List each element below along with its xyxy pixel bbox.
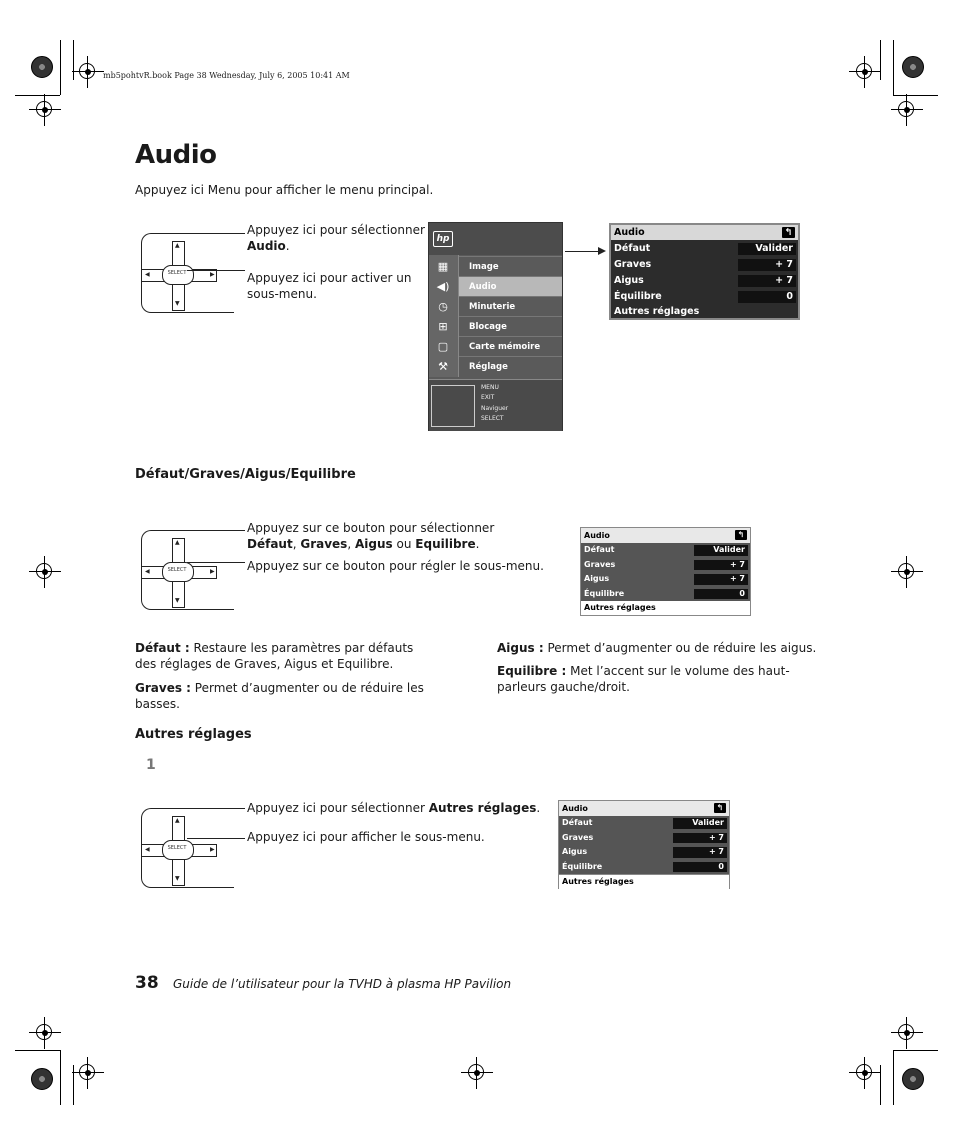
back-icon[interactable]: ↰ <box>782 227 795 238</box>
osd-item-image[interactable]: Image <box>459 256 562 276</box>
select-label: SELECT <box>167 845 187 851</box>
flow-arrow-head <box>598 247 606 255</box>
mini-pad-icon <box>431 385 475 427</box>
step1-activate-text: Appuyez ici pour activer un sous-menu. <box>247 271 412 301</box>
registration-mark <box>34 561 56 583</box>
osd-item-reglage[interactable]: Réglage <box>459 356 562 376</box>
panel-row-autres[interactable]: Autres réglages <box>581 601 750 615</box>
osd-main-menu <box>428 222 563 431</box>
panel-row-aigus[interactable]: Aigus + 7 <box>559 845 729 860</box>
registration-mark <box>34 1022 56 1044</box>
registration-mark <box>896 99 918 121</box>
definition-defaut: Défaut : Restaure les paramètres par défauts des réglages de Graves, Aigus et Equilibre. <box>135 641 414 671</box>
legend-exit: EXIT <box>481 394 495 401</box>
remote-diagram: SELECT ▲ ▼ ◀ ▶ <box>135 233 233 311</box>
panel-row-autres[interactable]: Autres réglages <box>559 874 729 889</box>
section2-select-text: Appuyez ici pour sélectionner Autres réglages. <box>247 801 541 815</box>
legend-menu: MENU <box>481 384 499 391</box>
registration-ball-bottom-right <box>902 1068 924 1090</box>
panel-row-defaut[interactable]: Défaut Valider <box>611 241 798 257</box>
panel-row-graves[interactable]: Graves + 7 <box>559 831 729 846</box>
registration-mark <box>854 61 876 83</box>
audio-submenu-panel <box>609 223 800 320</box>
registration-mark <box>77 1062 99 1084</box>
card-icon: ▢ <box>437 340 449 353</box>
panel-row-defaut[interactable]: Défaut Valider <box>581 543 750 558</box>
definition-equilibre: Equilibre : Met l’accent sur le volume des haut-parleurs gauche/droit. <box>497 664 790 694</box>
select-label: SELECT <box>167 567 187 573</box>
panel-row-aigus[interactable]: Aigus + 7 <box>581 572 750 587</box>
guide-title: Guide de l’utilisateur pour la TVHD à plasma HP Pavilion <box>173 977 512 991</box>
panel-row-equilibre[interactable]: Équilibre 0 <box>611 289 798 305</box>
osd-legend <box>429 379 562 431</box>
back-icon[interactable]: ↰ <box>714 803 726 813</box>
panel-header: Audio ↰ <box>611 225 798 240</box>
remote-diagram: SELECT ▲ ▼ ◀ ▶ <box>135 808 233 886</box>
panel-row-equilibre[interactable]: Équilibre 0 <box>581 587 750 602</box>
registration-mark <box>896 1022 918 1044</box>
registration-mark <box>34 99 56 121</box>
registration-ball-top-right <box>902 56 924 78</box>
page-title: Audio <box>135 140 217 170</box>
registration-ball-top-left <box>31 56 53 78</box>
osd-item-blocage[interactable]: Blocage <box>459 316 562 336</box>
image-icon: ▦ <box>437 260 449 273</box>
legend-naviguer: Naviguer <box>481 405 509 412</box>
osd-item-minuterie[interactable]: Minuterie <box>459 296 562 316</box>
osd-item-audio[interactable]: Audio <box>459 276 562 296</box>
file-info: mb5pohtvR.book Page 38 Wednesday, July 6, 2005 10:41 AM <box>103 71 350 80</box>
step-number: 1 <box>146 757 156 773</box>
panel-header: Audio ↰ <box>581 528 750 543</box>
speaker-icon: ◀) <box>436 280 450 293</box>
lock-icon: ⊞ <box>438 320 448 333</box>
registration-ball-bottom-left <box>31 1068 53 1090</box>
audio-submenu-panel-small <box>558 800 730 889</box>
legend-select: SELECT <box>481 415 504 422</box>
remote-diagram: SELECT ▲ ▼ ◀ ▶ <box>135 530 233 608</box>
step1-select-text: Appuyez ici pour sélectionner Audio. <box>247 223 425 253</box>
page-number: 38 <box>135 973 159 993</box>
back-icon[interactable]: ↰ <box>735 530 747 540</box>
panel-row-autres[interactable]: Autres réglages <box>611 305 798 318</box>
definition-graves: Graves : Permet d’augmenter ou de réduire les basses. <box>135 681 424 711</box>
osd-item-carte-memoire[interactable]: Carte mémoire <box>459 336 562 356</box>
section2-open-text: Appuyez ici pour afficher le sous-menu. <box>247 830 485 844</box>
registration-mark <box>896 561 918 583</box>
panel-row-aigus[interactable]: Aigus + 7 <box>611 273 798 289</box>
panel-row-defaut[interactable]: Défaut Valider <box>559 816 729 831</box>
intro-text: Appuyez ici Menu pour afficher le menu principal. <box>135 183 434 197</box>
select-label: SELECT <box>167 270 187 276</box>
registration-mark <box>466 1062 488 1084</box>
panel-row-graves[interactable]: Graves + 7 <box>581 558 750 573</box>
registration-mark <box>77 61 99 83</box>
section2-heading: Autres réglages <box>135 727 252 742</box>
section1-heading: Défaut/Graves/Aigus/Equilibre <box>135 467 356 482</box>
panel-row-equilibre[interactable]: Équilibre 0 <box>559 860 729 875</box>
wrench-icon: ⚒ <box>438 360 448 373</box>
panel-header: Audio ↰ <box>559 801 729 816</box>
section1-select-text: Appuyez sur ce bouton pour sélectionner Défaut, Graves, Aigus ou Equilibre. <box>247 521 495 551</box>
panel-row-graves[interactable]: Graves + 7 <box>611 257 798 273</box>
definition-aigus: Aigus : Permet d’augmenter ou de réduire les aigus. <box>497 641 817 655</box>
section1-adjust-text: Appuyez sur ce bouton pour régler le sous-menu. <box>247 559 544 573</box>
clock-icon: ◷ <box>438 300 448 313</box>
hp-logo: hp <box>433 231 453 247</box>
registration-mark <box>854 1062 876 1084</box>
audio-submenu-panel-small <box>580 527 751 616</box>
